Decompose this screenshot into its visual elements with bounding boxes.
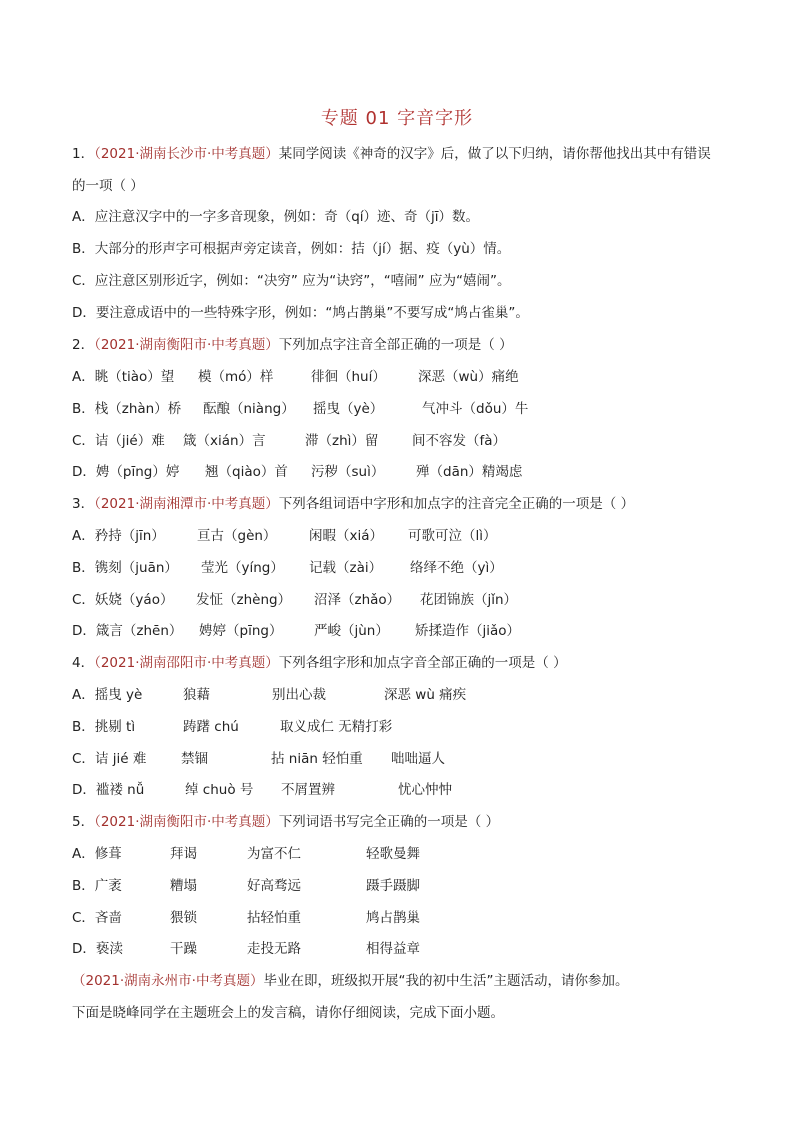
- question-number: 3．: [72, 496, 95, 512]
- option-item: 严峻（jùn）: [314, 623, 389, 639]
- option-item: 络绎不绝（yì）: [410, 560, 503, 576]
- option-item: 拈 niān 轻怕重: [271, 751, 363, 767]
- question-text: 下列加点字注音全部正确的一项是（ ）: [278, 337, 513, 353]
- option-item: 狼藉: [183, 687, 210, 703]
- option-item: 蹑手蹑脚: [366, 878, 420, 894]
- question-number: 2．: [72, 337, 95, 353]
- option-item: 禁锢: [181, 751, 208, 767]
- option-item: 忧心忡忡: [398, 782, 452, 798]
- option-item: B．挑剔 tì: [72, 719, 136, 735]
- question-1-option-b: B．大部分的形声字可根据声旁定读音，例如：拮（jí）据、疫（yù）情。: [72, 241, 511, 257]
- option-item: D．褴褛 nǚ: [72, 782, 145, 798]
- question-source: （2021·湖南长沙市·中考真题）: [94, 146, 279, 162]
- question-source: （2021·湖南衡阳市·中考真题）: [94, 337, 279, 353]
- option-item: 莹光（yíng）: [201, 560, 284, 576]
- option-item: 污秽（suì）: [311, 464, 385, 480]
- option-item: 糟塌: [170, 878, 197, 894]
- question-source: （2021·湖南邵阳市·中考真题）: [94, 655, 279, 671]
- option-item: 相得益章: [366, 941, 420, 957]
- option-item: 娉婷（pīng）: [199, 623, 283, 639]
- option-item: 拜谒: [170, 846, 197, 862]
- option-item: 殚（dān）精竭虑: [416, 464, 523, 480]
- option-item: 可歌可泣（lì）: [408, 528, 497, 544]
- option-item: 徘徊（huí）: [311, 369, 386, 385]
- option-item: A．矜持（jīn）: [72, 528, 165, 544]
- option-item: 箴（xián）言: [183, 433, 266, 449]
- option-item: D．箴言（zhēn）: [72, 623, 183, 639]
- option-item: C．妖娆（yáo）: [72, 592, 174, 608]
- question-source: （2021·湖南湘潭市·中考真题）: [94, 496, 279, 512]
- option-item: 间不容发（fà）: [412, 433, 507, 449]
- option-item: 深恶（wù）痛绝: [418, 369, 519, 385]
- question-1-option-c: C．应注意区别形近字，例如：“决穷” 应为“诀窍”，“嘻闹” 应为“嬉闹”。: [72, 273, 511, 289]
- question-source: （2021·湖南永州市·中考真题）: [72, 973, 264, 989]
- option-item: 记载（zài）: [309, 560, 383, 576]
- question-text: 某同学阅读《神奇的汉字》后，做了以下归纳，请你帮他找出其中有错误: [278, 146, 711, 162]
- question-1-option-a: A．应注意汉字中的一字多音现象，例如：奇（qí）迹、奇（jī）数。: [72, 209, 480, 225]
- option-item: 气冲斗（dǒu）牛: [422, 401, 529, 417]
- option-item: 别出心裁: [272, 687, 326, 703]
- option-item: C．诘 jié 难: [72, 751, 147, 767]
- option-item: B．广袤: [72, 878, 122, 894]
- passage-intro-text: 毕业在即，班级拟开展“我的初中生活”主题活动，请你参加。: [263, 973, 629, 989]
- option-item: D．亵渎: [72, 941, 123, 957]
- question-5-stem: [72, 813, 732, 831]
- option-item: C．诘（jié）难: [72, 433, 165, 449]
- option-item: A．修葺: [72, 846, 122, 862]
- option-item: 取义成仁 无精打彩: [280, 719, 393, 735]
- option-item: 踌躇 chú: [183, 719, 239, 735]
- passage-intro: [72, 972, 732, 990]
- option-item: 矫揉造作（jiǎo）: [415, 623, 521, 639]
- question-3-stem: [72, 495, 732, 513]
- option-item: 酝酿（niàng）: [203, 401, 295, 417]
- option-item: 花团锦族（jǐn）: [420, 592, 518, 608]
- option-item: 滞（zhì）留: [305, 433, 379, 449]
- question-1-option-d: D．要注意成语中的一些特殊字形，例如：“鸠占鹊巢”不要写成“鸠占雀巢”。: [72, 305, 529, 321]
- option-item: A．眺（tiào）望: [72, 369, 175, 385]
- page-title: 专题 01 字音字形: [320, 108, 474, 129]
- option-item: 走投无路: [247, 941, 301, 957]
- question-1-stem: [72, 145, 732, 163]
- option-item: A．摇曳 yè: [72, 687, 143, 703]
- question-1-stem-cont: 的一项（ ）: [72, 178, 144, 194]
- option-item: B．栈（zhàn）桥: [72, 401, 182, 417]
- question-number: 4．: [72, 655, 95, 671]
- option-item: 发怔（zhèng）: [196, 592, 292, 608]
- question-text: 下列各组字形和加点字音全部正确的一项是（ ）: [278, 655, 567, 671]
- option-item: 猥锁: [170, 910, 197, 926]
- question-4-stem: [72, 654, 732, 672]
- option-item: 亘古（gèn）: [197, 528, 277, 544]
- option-item: 深恶 wù 痛疾: [384, 687, 467, 703]
- option-item: 拈轻怕重: [247, 910, 301, 926]
- option-item: B．镌刻（juān）: [72, 560, 178, 576]
- option-item: D．娉（pīng）婷: [72, 464, 180, 480]
- passage-intro-cont: 下面是晓峰同学在主题班会上的发言稿，请你仔细阅读，完成下面小题。: [72, 1005, 504, 1021]
- option-item: 咄咄逼人: [391, 751, 445, 767]
- option-item: 不屑置辨: [281, 782, 335, 798]
- option-item: 干躁: [170, 941, 197, 957]
- question-number: 5．: [72, 814, 95, 830]
- option-item: 好高骛远: [247, 878, 301, 894]
- option-item: 摇曳（yè）: [313, 401, 384, 417]
- option-item: 闲暇（xiá）: [309, 528, 384, 544]
- question-number: 1．: [72, 146, 95, 162]
- option-item: 为富不仁: [247, 846, 301, 862]
- question-source: （2021·湖南衡阳市·中考真题）: [94, 814, 279, 830]
- question-text: 下列各组词语中字形和加点字的注音完全正确的一项是（ ）: [278, 496, 635, 512]
- option-item: 绰 chuò 号: [185, 782, 254, 798]
- option-item: 模（mó）样: [198, 369, 274, 385]
- question-text: 下列词语书写完全正确的一项是（ ）: [278, 814, 500, 830]
- option-item: 沼泽（zhǎo）: [314, 592, 401, 608]
- question-2-stem: [72, 336, 732, 354]
- option-item: 翘（qiào）首: [205, 464, 288, 480]
- option-item: 轻歌曼舞: [366, 846, 420, 862]
- option-item: C．吝啬: [72, 910, 122, 926]
- option-item: 鸠占鹊巢: [366, 910, 420, 926]
